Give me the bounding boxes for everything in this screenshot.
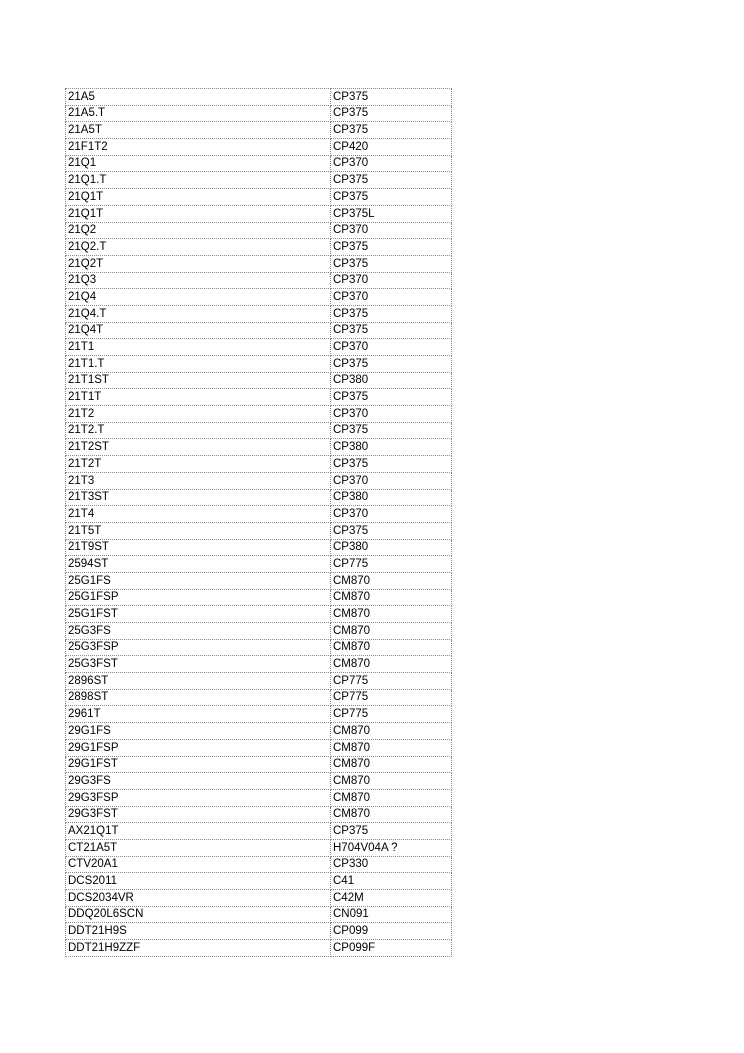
chassis-cell: CP775 [331, 706, 452, 723]
model-cell: 25G3FST [66, 656, 331, 673]
chassis-cell: CM870 [331, 739, 452, 756]
table-row [66, 189, 452, 206]
model-cell: 25G1FST [66, 606, 331, 623]
model-cell: 2594ST [66, 556, 331, 573]
table-row [66, 489, 452, 506]
table-row [66, 155, 452, 172]
table-row [66, 823, 452, 840]
chassis-cell: CP370 [331, 272, 452, 289]
chassis-cell: CP375 [331, 239, 452, 256]
chassis-cell: C41 [331, 873, 452, 890]
chassis-cell: CP375 [331, 305, 452, 322]
table-row [66, 706, 452, 723]
table-row [66, 856, 452, 873]
chassis-cell: CP375 [331, 356, 452, 373]
model-cell: 25G3FS [66, 623, 331, 640]
chassis-cell: CM870 [331, 756, 452, 773]
model-cell: 21Q2T [66, 255, 331, 272]
model-cell: 21T5T [66, 522, 331, 539]
table-row [66, 789, 452, 806]
model-cell: 21T9ST [66, 539, 331, 556]
model-cell: 21T1T [66, 389, 331, 406]
model-cell: AX21Q1T [66, 823, 331, 840]
table-row [66, 122, 452, 139]
model-cell: 21T4 [66, 506, 331, 523]
model-cell: 21Q2.T [66, 239, 331, 256]
model-cell: 21Q1 [66, 155, 331, 172]
chassis-cell: CP370 [331, 155, 452, 172]
model-cell: 21T3 [66, 472, 331, 489]
chassis-cell: CP370 [331, 506, 452, 523]
table-row [66, 606, 452, 623]
table-row [66, 372, 452, 389]
model-cell: 2898ST [66, 689, 331, 706]
table-row [66, 339, 452, 356]
chassis-cell: CP380 [331, 372, 452, 389]
chassis-cell: CM870 [331, 572, 452, 589]
chassis-cell: CP330 [331, 856, 452, 873]
chassis-cell: CM870 [331, 789, 452, 806]
table-row [66, 923, 452, 940]
model-cell: 2961T [66, 706, 331, 723]
model-cell: 29G3FS [66, 773, 331, 790]
model-cell: 21T2T [66, 456, 331, 473]
chassis-cell: CP375 [331, 255, 452, 272]
table-row [66, 539, 452, 556]
table-row [66, 439, 452, 456]
chassis-cell: CP380 [331, 439, 452, 456]
model-cell: 21T1ST [66, 372, 331, 389]
model-cell: 21Q1T [66, 205, 331, 222]
model-cell: 21T1.T [66, 356, 331, 373]
table-row [66, 639, 452, 656]
chassis-cell: CP775 [331, 689, 452, 706]
chassis-cell: CP775 [331, 673, 452, 690]
chassis-cell: C42M [331, 890, 452, 907]
model-cell: 25G1FS [66, 572, 331, 589]
model-cell: 29G1FSP [66, 739, 331, 756]
table-row [66, 422, 452, 439]
chassis-cell: CP380 [331, 489, 452, 506]
chassis-cell: CM870 [331, 639, 452, 656]
table-row [66, 673, 452, 690]
chassis-cell: CP375 [331, 456, 452, 473]
table-row [66, 472, 452, 489]
chassis-cell: CM870 [331, 606, 452, 623]
table-row [66, 456, 452, 473]
table-row [66, 356, 452, 373]
chassis-cell: H704V04A ? [331, 839, 452, 856]
chassis-cell: CP775 [331, 556, 452, 573]
model-cell: DDT21H9S [66, 923, 331, 940]
table-row [66, 105, 452, 122]
model-cell: DDT21H9ZZF [66, 940, 331, 957]
chassis-cell: CM870 [331, 806, 452, 823]
chassis-cell: CM870 [331, 623, 452, 640]
chassis-cell: CM870 [331, 656, 452, 673]
table-row [66, 305, 452, 322]
table-row [66, 89, 452, 106]
chassis-cell: CP375L [331, 205, 452, 222]
model-cell: DDQ20L6SCN [66, 906, 331, 923]
table-row [66, 289, 452, 306]
chassis-cell: CN091 [331, 906, 452, 923]
table-row [66, 222, 452, 239]
chassis-cell: CP375 [331, 522, 452, 539]
chassis-cell: CM870 [331, 773, 452, 790]
model-cell: 21T2ST [66, 439, 331, 456]
chassis-cell: CP370 [331, 472, 452, 489]
model-cell: 21A5 [66, 89, 331, 106]
model-cell: 29G1FS [66, 723, 331, 740]
chassis-cell: CP375 [331, 322, 452, 339]
model-cell: 29G1FST [66, 756, 331, 773]
model-cell: 21Q3 [66, 272, 331, 289]
model-cell: 2896ST [66, 673, 331, 690]
table-row [66, 589, 452, 606]
table-row [66, 756, 452, 773]
table-row [66, 906, 452, 923]
table-row [66, 890, 452, 907]
chassis-cell: CP099F [331, 940, 452, 957]
table-row [66, 940, 452, 957]
model-cell: 25G3FSP [66, 639, 331, 656]
chassis-cell: CP375 [331, 105, 452, 122]
table-body [66, 89, 452, 957]
chassis-cell: CP375 [331, 122, 452, 139]
model-cell: CT21A5T [66, 839, 331, 856]
chassis-cell: CM870 [331, 589, 452, 606]
model-cell: 21Q1.T [66, 172, 331, 189]
table-row [66, 406, 452, 423]
table-row [66, 839, 452, 856]
table-row [66, 689, 452, 706]
model-cell: 21T2.T [66, 422, 331, 439]
chassis-cell: CM870 [331, 723, 452, 740]
table-row [66, 522, 452, 539]
model-chassis-table [65, 88, 452, 957]
model-cell: CTV20A1 [66, 856, 331, 873]
table-row [66, 773, 452, 790]
table-row [66, 623, 452, 640]
model-cell: 25G1FSP [66, 589, 331, 606]
table-row [66, 139, 452, 156]
table-row [66, 239, 452, 256]
chassis-cell: CP380 [331, 539, 452, 556]
chassis-cell: CP370 [331, 406, 452, 423]
table-row [66, 656, 452, 673]
model-cell: 21Q1T [66, 189, 331, 206]
model-cell: 21Q4T [66, 322, 331, 339]
chassis-cell: CP370 [331, 222, 452, 239]
table-row [66, 205, 452, 222]
chassis-cell: CP370 [331, 289, 452, 306]
model-cell: 21A5.T [66, 105, 331, 122]
model-cell: 29G3FST [66, 806, 331, 823]
model-cell: 21F1T2 [66, 139, 331, 156]
table-row [66, 873, 452, 890]
model-cell: DCS2011 [66, 873, 331, 890]
table-row [66, 172, 452, 189]
chassis-cell: CP375 [331, 422, 452, 439]
model-cell: DCS2034VR [66, 890, 331, 907]
chassis-cell: CP375 [331, 823, 452, 840]
model-cell: 29G3FSP [66, 789, 331, 806]
chassis-cell: CP375 [331, 172, 452, 189]
model-cell: 21Q2 [66, 222, 331, 239]
chassis-cell: CP420 [331, 139, 452, 156]
table-row [66, 506, 452, 523]
table-row [66, 322, 452, 339]
model-cell: 21Q4 [66, 289, 331, 306]
model-cell: 21T2 [66, 406, 331, 423]
chassis-cell: CP370 [331, 339, 452, 356]
table-row [66, 739, 452, 756]
model-cell: 21Q4.T [66, 305, 331, 322]
chassis-cell: CP099 [331, 923, 452, 940]
chassis-cell: CP375 [331, 389, 452, 406]
table-row [66, 389, 452, 406]
table-row [66, 272, 452, 289]
table-row [66, 806, 452, 823]
table-row [66, 572, 452, 589]
model-cell: 21T1 [66, 339, 331, 356]
model-cell: 21A5T [66, 122, 331, 139]
model-cell: 21T3ST [66, 489, 331, 506]
table-row [66, 556, 452, 573]
table-row [66, 255, 452, 272]
chassis-cell: CP375 [331, 89, 452, 106]
chassis-cell: CP375 [331, 189, 452, 206]
table-row [66, 723, 452, 740]
